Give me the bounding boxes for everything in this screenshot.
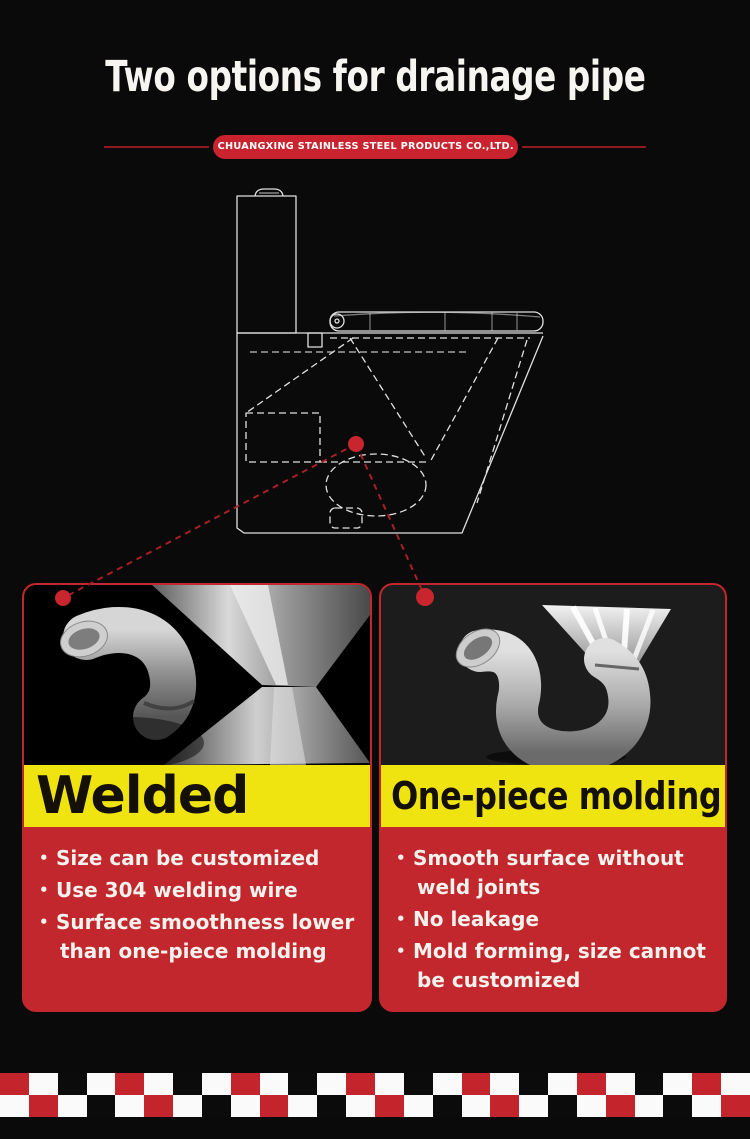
checker-cell	[317, 1073, 346, 1095]
checker-cell	[115, 1095, 144, 1117]
checker-cell	[577, 1073, 606, 1095]
checker-cell	[375, 1095, 404, 1117]
list-item: • Mold forming, size cannot be customized	[396, 937, 719, 995]
checker-cell	[144, 1073, 173, 1095]
divider-line-left	[104, 146, 209, 148]
checker-cell	[433, 1095, 462, 1117]
checker-cell	[87, 1073, 116, 1095]
bullet-icon	[39, 908, 56, 966]
welded-title: Welded	[36, 766, 249, 826]
checker-cell	[721, 1073, 750, 1095]
checker-cell	[346, 1095, 375, 1117]
checker-cell	[721, 1095, 750, 1117]
bullet-icon	[396, 905, 413, 934]
company-pill	[213, 135, 518, 159]
tank-outline	[237, 196, 296, 333]
bowl-outline	[237, 333, 543, 533]
checker-cell	[0, 1095, 29, 1117]
checker-cell	[490, 1095, 519, 1117]
checker-cell	[663, 1095, 692, 1117]
bullet-icon	[39, 876, 56, 905]
checker-cell	[29, 1095, 58, 1117]
seat-bracket	[308, 333, 322, 347]
checker-cell	[260, 1095, 289, 1117]
checker-cell	[404, 1073, 433, 1095]
checker-cell	[606, 1073, 635, 1095]
checker-cell	[519, 1073, 548, 1095]
list-item: • Smooth surface without weld joints	[396, 844, 719, 902]
welded-bullets	[24, 827, 370, 966]
checker-cell	[490, 1073, 519, 1095]
checker-cell	[577, 1095, 606, 1117]
welded-pipe-photo	[24, 585, 370, 765]
bullet-icon	[396, 937, 413, 995]
list-item: • No leakage	[396, 905, 719, 934]
one-piece-pipe-photo	[381, 585, 725, 765]
checker-cell	[519, 1095, 548, 1117]
toilet-diagram	[230, 185, 550, 565]
checker-cell	[462, 1073, 491, 1095]
checker-cell	[433, 1073, 462, 1095]
trap-circle	[326, 454, 426, 516]
checker-cell	[231, 1073, 260, 1095]
checker-cell	[87, 1095, 116, 1117]
checker-cell	[29, 1073, 58, 1095]
option-panel-welded	[22, 583, 372, 1012]
one-piece-title: One-piece molding	[391, 774, 722, 818]
option-panel-one-piece	[379, 583, 727, 1012]
welded-banner	[24, 765, 370, 827]
checker-cell	[173, 1073, 202, 1095]
checker-cell	[692, 1095, 721, 1117]
checker-cell	[635, 1073, 664, 1095]
checker-cell	[606, 1095, 635, 1117]
divider-line-right	[522, 146, 646, 148]
checker-cell	[375, 1073, 404, 1095]
checker-cell	[288, 1073, 317, 1095]
page-title: Two options for drainage pipe	[104, 52, 646, 102]
checker-cell	[548, 1073, 577, 1095]
checker-cell	[346, 1073, 375, 1095]
checker-cell	[231, 1095, 260, 1117]
checker-cell	[202, 1073, 231, 1095]
checker-cell	[58, 1095, 87, 1117]
checker-cell	[260, 1073, 289, 1095]
checker-cell	[635, 1095, 664, 1117]
company-banner-row	[104, 134, 646, 159]
bullet-icon	[396, 844, 413, 902]
checker-cell	[692, 1073, 721, 1095]
checker-cell	[288, 1095, 317, 1117]
checker-cell	[202, 1095, 231, 1117]
checker-cell	[144, 1095, 173, 1117]
checker-cell	[548, 1095, 577, 1117]
checker-cell	[115, 1073, 144, 1095]
one-piece-bullets	[381, 827, 725, 995]
checker-cell	[317, 1095, 346, 1117]
bullet-icon	[39, 844, 56, 873]
list-item: • Size can be customized	[39, 844, 364, 873]
checker-cell	[462, 1095, 491, 1117]
list-item: • Use 304 welding wire	[39, 876, 364, 905]
checker-cell	[173, 1095, 202, 1117]
checker-cell	[58, 1073, 87, 1095]
one-piece-banner	[381, 765, 725, 827]
list-item: • Surface smoothness lower than one-piece molding	[39, 908, 364, 966]
checker-cell	[663, 1073, 692, 1095]
checkered-band	[0, 1073, 750, 1117]
checker-cell	[0, 1073, 29, 1095]
checker-cell	[404, 1095, 433, 1117]
company-name: CHUANGXING STAINLESS STEEL PRODUCTS CO.,LTD.	[217, 141, 514, 152]
